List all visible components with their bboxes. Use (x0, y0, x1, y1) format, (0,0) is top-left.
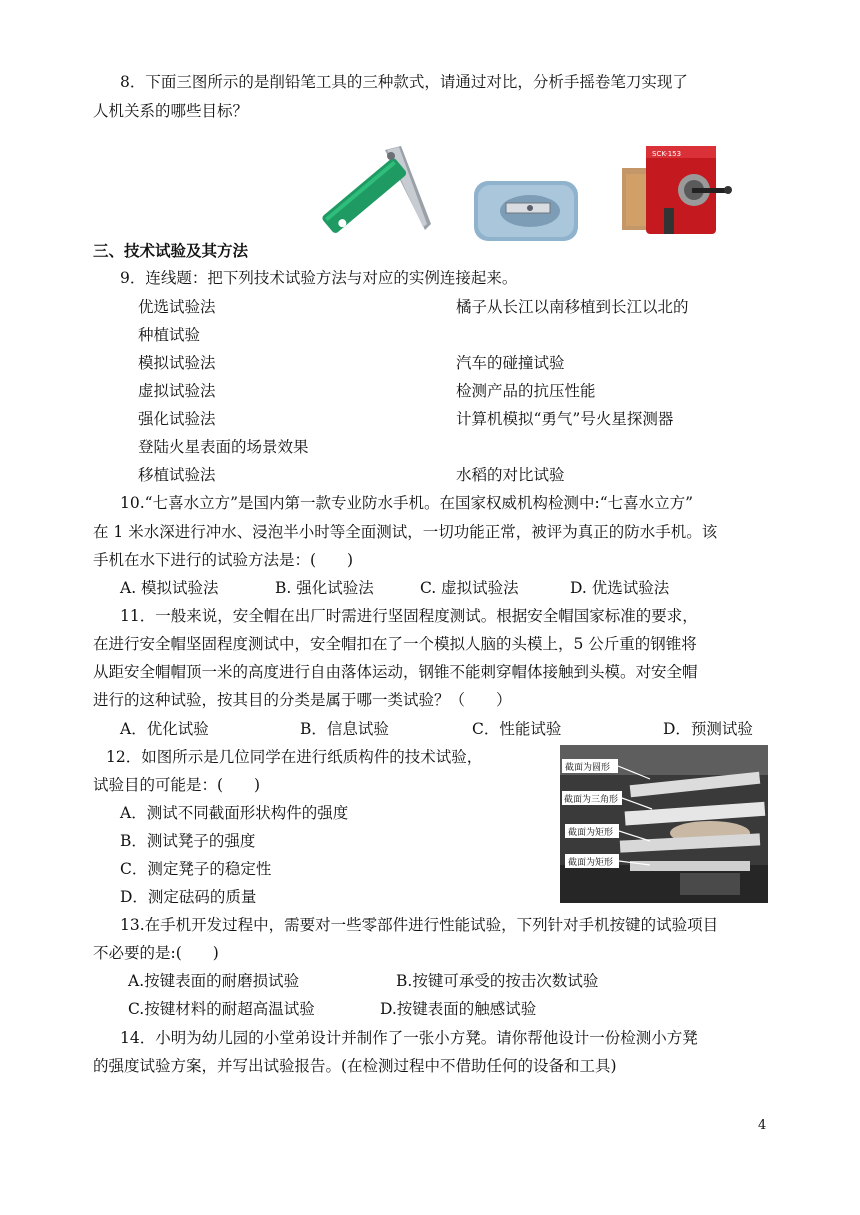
q11-line-4: 进行的这种试验，按其目的分类是属于哪一类试验？（ ） (93, 691, 512, 709)
q11-option-b: B．信息试验 (300, 720, 389, 738)
q9-right-4b: 登陆火星表面的场景效果 (138, 438, 309, 456)
sharpener-brand-label: SCK-153 (652, 150, 682, 158)
photo-label-triangle: 截面为三角形 (564, 795, 619, 805)
q9-right-1b: 种植试验 (138, 326, 201, 344)
q11-option-d: D．预测试验 (663, 720, 753, 738)
section-3-title: 三、技术试验及其方法 (93, 242, 249, 260)
crank-sharpener-image (612, 128, 737, 248)
q9-left-2: 模拟试验法 (138, 354, 216, 372)
q10-option-b: B. 强化试验法 (275, 579, 374, 597)
q9-right-1a: 橘子从长江以南移植到长江以北的 (456, 298, 689, 316)
q12-line-2: 试验目的可能是：( ) (93, 776, 261, 794)
hand-sharpener-image (470, 175, 582, 247)
q9-right-3: 检测产品的抗压性能 (456, 382, 596, 400)
page-number: 4 (758, 1118, 767, 1133)
q10-option-c: C. 虚拟试验法 (420, 579, 519, 597)
q12-option-c: C．测定凳子的稳定性 (120, 860, 272, 878)
q11-line-3: 从距安全帽帽顶一米的高度进行自由落体运动，钢锥不能刺穿帽体接触到头模。对安全帽 (93, 663, 698, 681)
q9-right-4a: 计算机模拟“勇气”号火星探测器 (456, 410, 674, 428)
q8-line-1: 8．下面三图所示的是削铅笔工具的三种款式，请通过对比，分析手摇卷笔刀实现了 (120, 73, 688, 91)
q10-line-3: 手机在水下进行的试验方法是：( ) (93, 551, 354, 569)
q11-line-1: 11．一般来说，安全帽在出厂时需进行坚固程度测试。根据安全帽国家标准的要求， (120, 607, 698, 625)
photo-label-rectangle-2: 截面为矩形 (568, 858, 614, 868)
q14-line-1: 14．小明为幼儿园的小堂弟设计并制作了一张小方凳。请你帮他设计一份检测小方凳 (120, 1029, 698, 1047)
q13-option-a: A.按键表面的耐磨损试验 (128, 972, 300, 990)
q12-option-d: D．测定砝码的质量 (120, 888, 257, 906)
q13-line-2: 不必要的是:( ) (93, 944, 219, 962)
q13-option-b: B.按键可承受的按击次数试验 (396, 972, 599, 990)
q12-option-b: B．测试凳子的强度 (120, 832, 256, 850)
q11-option-a: A．优化试验 (120, 720, 209, 738)
q14-line-2: 的强度试验方案，并写出试验报告。(在检测过程中不借助任何的设备和工具) (93, 1057, 617, 1075)
q9-right-5: 水稻的对比试验 (456, 466, 565, 484)
q12-line-1: 12．如图所示是几位同学在进行纸质构件的技术试验， (106, 748, 483, 766)
q12-option-a: A．测试不同截面形状构件的强度 (120, 804, 349, 822)
q13-line-1: 13.在手机开发过程中，需要对一些零部件进行性能试验，下列针对手机按键的试验项目 (120, 916, 719, 934)
q10-option-d: D. 优选试验法 (570, 579, 670, 597)
q10-line-2: 在 1 米水深进行冲水、浸泡半小时等全面测试，一切功能正常，被评为真正的防水手机。该 (93, 523, 718, 541)
q9-right-2: 汽车的碰撞试验 (456, 354, 565, 372)
photo-label-circle: 截面为圆形 (565, 763, 611, 773)
paper-component-photo (560, 745, 768, 903)
q9-left-4: 强化试验法 (138, 410, 216, 428)
q9-stem: 9．连线题：把下列技术试验方法与对应的实例连接起来。 (120, 269, 518, 287)
folding-knife-image (313, 128, 438, 248)
q10-option-a: A. 模拟试验法 (120, 579, 219, 597)
q8-line-2: 人机关系的哪些目标？ (93, 102, 249, 120)
photo-label-rectangle-1: 截面为矩形 (568, 828, 614, 838)
q10-line-1: 10.“七喜水立方”是国内第一款专业防水手机。在国家权威机构检测中:“七喜水立方” (120, 494, 694, 512)
q9-left-1: 优选试验法 (138, 298, 216, 316)
q9-left-5: 移植试验法 (138, 466, 216, 484)
q11-option-c: C．性能试验 (472, 720, 562, 738)
q13-option-d: D.按键表面的触感试验 (380, 1000, 537, 1018)
q9-left-3: 虚拟试验法 (138, 382, 216, 400)
q13-option-c: C.按键材料的耐超高温试验 (128, 1000, 315, 1018)
q11-line-2: 在进行安全帽坚固程度测试中，安全帽扣在了一个模拟人脑的头模上，5 公斤重的钢锥将 (93, 635, 697, 653)
